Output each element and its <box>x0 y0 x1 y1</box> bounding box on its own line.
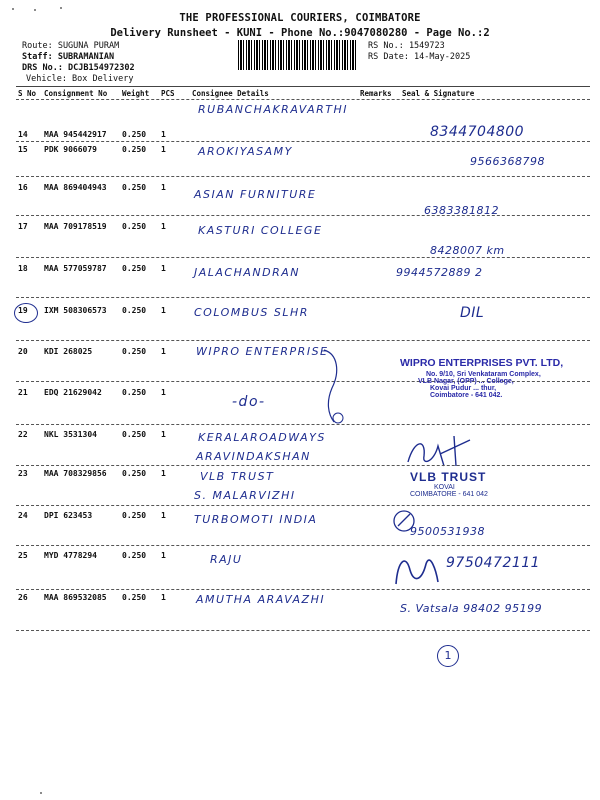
row-pcs: 1 <box>161 469 166 478</box>
stamp-org-name: VLB TRUST <box>410 470 487 484</box>
row-pcs: 1 <box>161 388 166 397</box>
route-label: Route: SUGUNA PURAM <box>22 41 120 51</box>
table-row <box>18 258 590 298</box>
row-pcs: 1 <box>161 130 166 139</box>
row-consignment: MAA 708329856 <box>44 469 107 478</box>
signature-phone: 6383381812 <box>424 204 499 217</box>
row-sno: 18 <box>18 264 28 273</box>
row-sno: 25 <box>18 551 28 560</box>
row-pcs: 1 <box>161 551 166 560</box>
row-consignment: MYD 4778294 <box>44 551 97 560</box>
signature-phone: 8428007 km <box>430 244 505 257</box>
circled-annotation: 1 <box>437 645 459 667</box>
row-divider <box>16 297 590 298</box>
signature-phone: 9944572889 2 <box>396 266 483 279</box>
signature-phone: 9500531938 <box>410 525 485 538</box>
row-weight: 0.250 <box>122 388 147 397</box>
stamp-company-name: WIPRO ENTERPRISES PVT. LTD, <box>400 357 564 369</box>
vlb-trust-stamp <box>410 470 488 498</box>
row-pcs: 1 <box>161 264 166 273</box>
stamp-address-line: Coimbatore - 641 042. <box>430 392 503 399</box>
scan-mark <box>12 8 14 10</box>
row-weight: 0.250 <box>122 551 147 560</box>
signature-phone: 8344704800 <box>430 124 525 140</box>
stamp-address-line: COIMBATORE - 641 042 <box>410 491 488 498</box>
brace-mark <box>318 348 348 428</box>
row-consignment: DPI 623453 <box>44 511 93 520</box>
row-sno: 26 <box>18 593 28 602</box>
row-consignment: NKL 3531304 <box>44 430 97 439</box>
wipro-stamp <box>400 357 590 399</box>
row-sno: 14 <box>18 130 28 139</box>
row-pcs: 1 <box>161 183 166 192</box>
row-sno: 16 <box>18 183 28 192</box>
table-row <box>18 463 590 503</box>
consignee-name: VLB TRUST <box>200 470 275 483</box>
stamp-address-line: Kovai Pudur ... thur, <box>430 385 497 392</box>
staff-label: Staff: SUBRAMANIAN <box>22 52 115 62</box>
row-sno: 19 <box>18 306 28 315</box>
row-consignment: MAA 709178519 <box>44 222 107 231</box>
scan-mark <box>40 792 42 794</box>
scan-mark <box>60 7 62 9</box>
consignee-name: KASTURI COLLEGE <box>198 224 323 237</box>
row-weight: 0.250 <box>122 347 147 356</box>
row-sno: 15 <box>18 145 28 154</box>
stamp-address-line: KOVAI <box>434 484 455 491</box>
consignee-contact: ARAVINDAKSHAN <box>196 450 311 463</box>
row-weight: 0.250 <box>122 511 147 520</box>
col-pcs: PCS <box>161 89 175 98</box>
row-pcs: 1 <box>161 306 166 315</box>
stamp-address-line: VLB Nagar, (OPP) ... College, <box>418 378 514 385</box>
consignee-contact: S. MALARVIZHI <box>194 489 296 502</box>
col-seal: Seal & Signature <box>402 89 475 98</box>
barcode <box>238 40 356 70</box>
row-weight: 0.250 <box>122 183 147 192</box>
row-consignment: MAA 945442917 <box>44 130 107 139</box>
consignee-name: AROKIYASAMY <box>198 145 293 158</box>
row-pcs: 1 <box>161 430 166 439</box>
vehicle-label: Vehicle: Box Delivery <box>26 74 134 84</box>
consignee-name: ASIAN FURNITURE <box>194 188 317 201</box>
col-consignment: Consignment No <box>44 89 108 98</box>
rs-number: RS No.: 1549723 <box>368 41 445 51</box>
company-title: THE PROFESSIONAL COURIERS, COIMBATORE <box>179 12 421 24</box>
row-pcs: 1 <box>161 222 166 231</box>
row-pcs: 1 <box>161 593 166 602</box>
col-sno: S No <box>18 89 37 98</box>
row-consignment: MAA 577059787 <box>44 264 107 273</box>
consignee-name: JALACHANDRAN <box>194 266 300 279</box>
consignee-name: TURBOMOTI INDIA <box>194 513 318 526</box>
col-weight: Weight <box>122 89 150 98</box>
row-consignment: IXM 508306573 <box>44 306 107 315</box>
rs-date: RS Date: 14-May-2025 <box>368 52 471 62</box>
row-sno: 22 <box>18 430 28 439</box>
row-weight: 0.250 <box>122 145 147 154</box>
consignee-name: RUBANCHAKRAVARTHI <box>198 103 348 116</box>
row-sno: 17 <box>18 222 28 231</box>
consignee-name: KERALAROADWAYS <box>198 431 326 444</box>
row-weight: 0.250 <box>122 430 147 439</box>
signature-text: DIL <box>460 305 485 321</box>
row-weight: 0.250 <box>122 469 147 478</box>
runsheet-subtitle: Delivery Runsheet - KUNI - Phone No.:9047080280 - Page No.:2 <box>110 27 490 39</box>
row-weight: 0.250 <box>122 130 147 139</box>
col-remarks: Remarks <box>360 89 392 98</box>
row-consignment: MAA 869404943 <box>44 183 107 192</box>
signature-phone: 9566368798 <box>470 155 545 168</box>
stamp-address-line: No. 9/10, Sri Venkataram Complex, <box>426 371 541 378</box>
signature-scribble <box>392 550 442 590</box>
consignee-name: WIPRO ENTERPRISE <box>196 345 329 358</box>
row-weight: 0.250 <box>122 306 147 315</box>
row-pcs: 1 <box>161 511 166 520</box>
row-pcs: 1 <box>161 145 166 154</box>
row-consignment: PDK 9066079 <box>44 145 97 154</box>
signature-phone: 9750472111 <box>446 555 541 571</box>
row-pcs: 1 <box>161 347 166 356</box>
scan-mark <box>34 9 36 11</box>
table-top-rule <box>16 86 590 87</box>
consignee-name: AMUTHA ARAVAZHI <box>196 593 326 606</box>
consignee-name: RAJU <box>210 553 243 566</box>
row-sno: 21 <box>18 388 28 397</box>
row-consignment: EDQ 21629042 <box>44 388 102 397</box>
drs-number: DRS No.: DCJB154972302 <box>22 63 135 73</box>
row-sno: 24 <box>18 511 28 520</box>
table-header-rule <box>16 99 590 100</box>
row-consignment: KDI 268025 <box>44 347 93 356</box>
row-weight: 0.250 <box>122 222 147 231</box>
row-sno: 23 <box>18 469 28 478</box>
row-consignment: MAA 869532085 <box>44 593 107 602</box>
signature-text: S. Vatsala 98402 95199 <box>400 602 543 615</box>
row-weight: 0.250 <box>122 593 147 602</box>
row-weight: 0.250 <box>122 264 147 273</box>
consignee-name: -do- <box>232 394 266 410</box>
col-consignee: Consignee Details <box>192 89 269 98</box>
consignee-name: COLOMBUS SLHR <box>194 306 309 319</box>
row-sno: 20 <box>18 347 28 356</box>
row-divider <box>16 630 590 631</box>
